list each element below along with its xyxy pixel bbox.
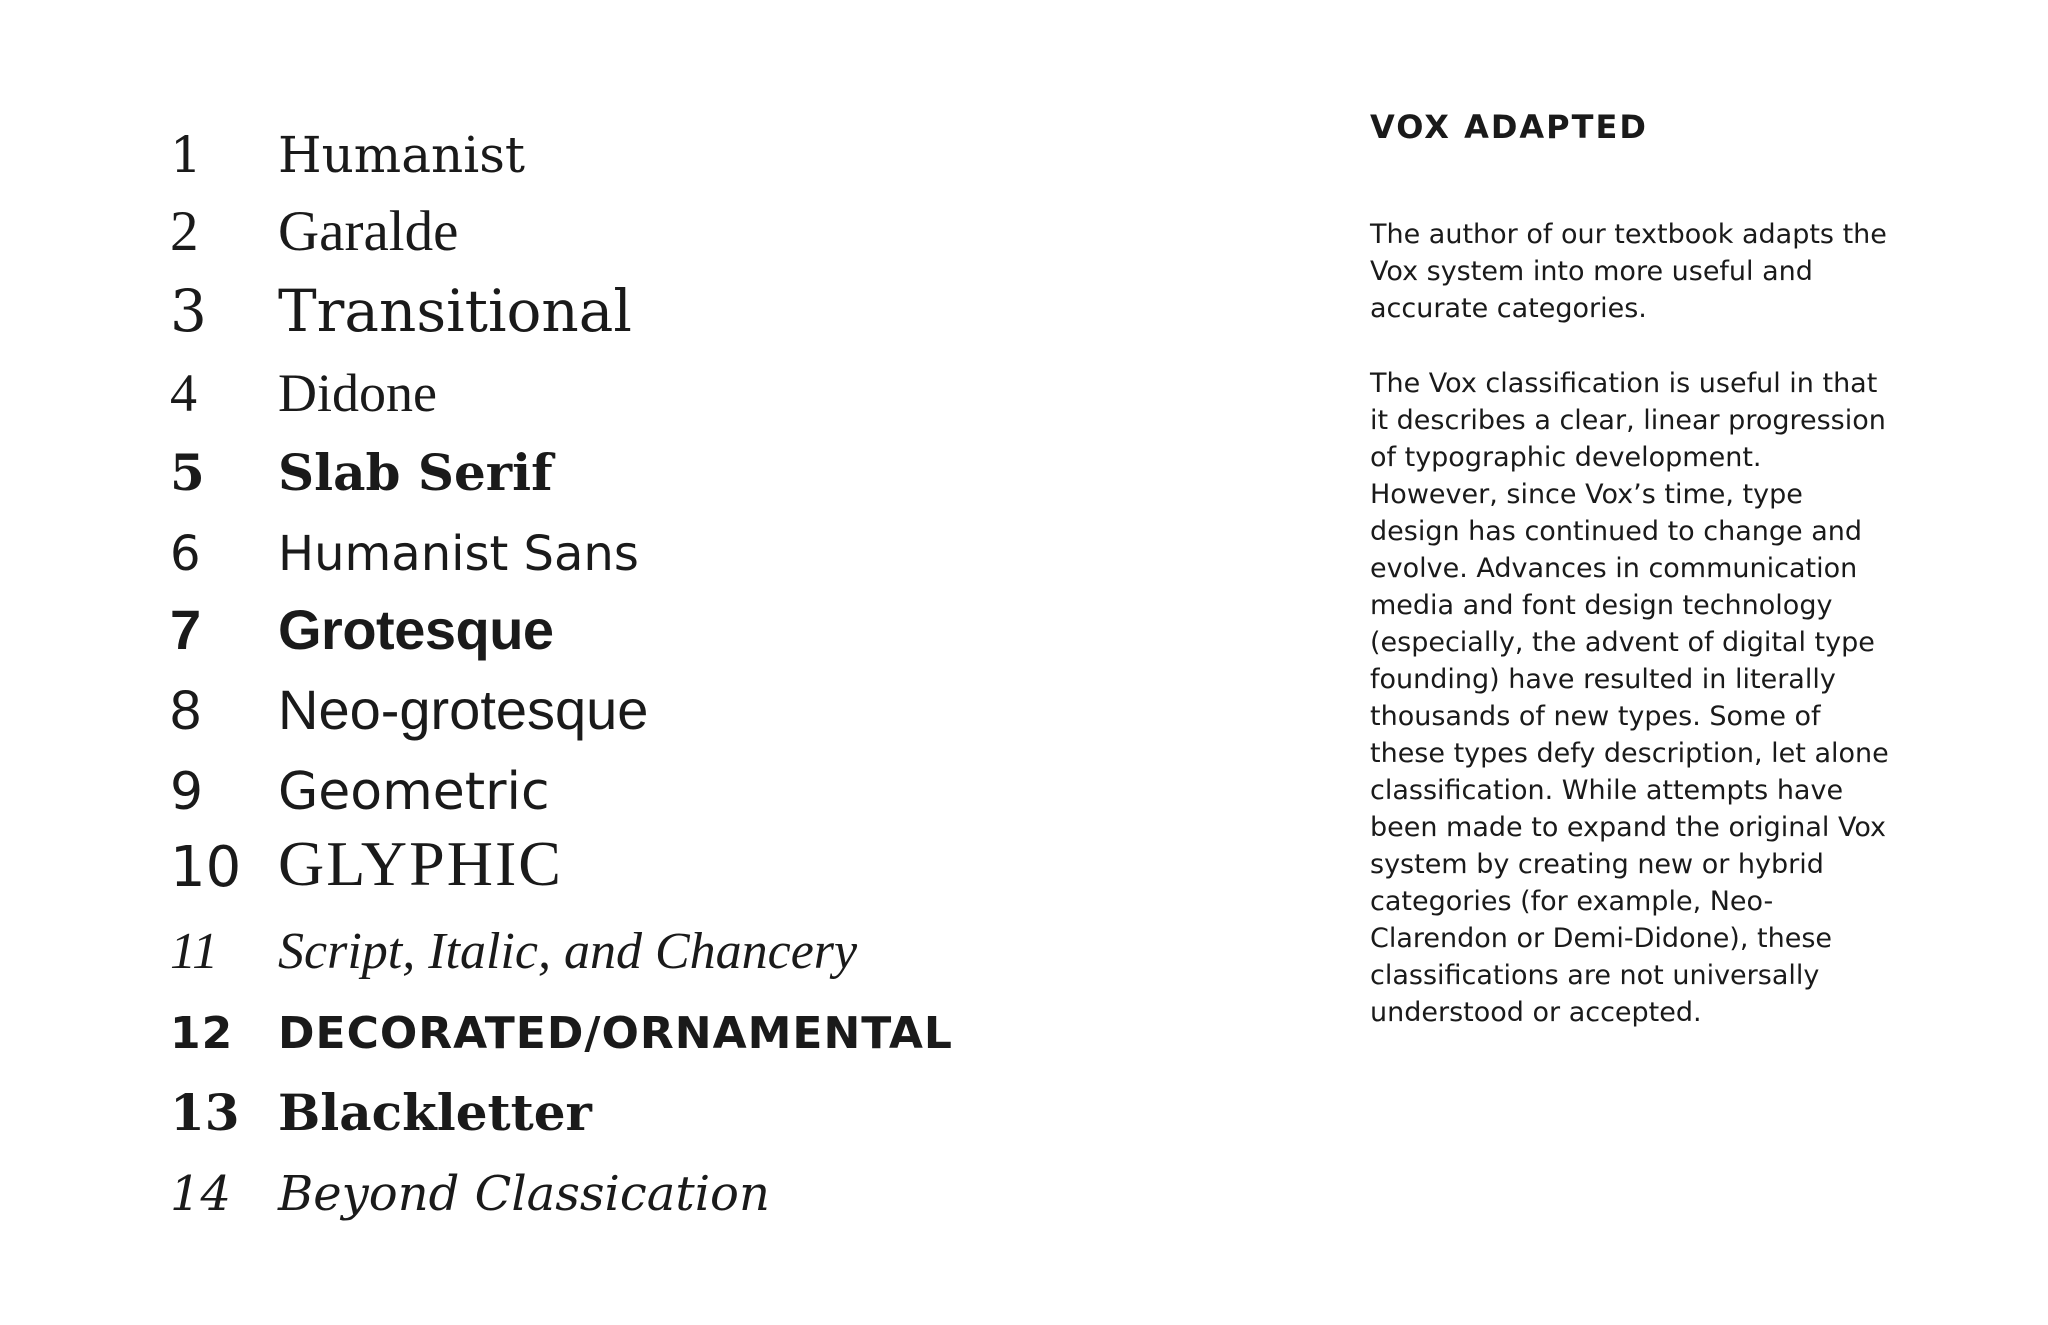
- list-item-neo-grotesque: [170, 658, 1290, 741]
- item-name: GLYPHIC: [278, 828, 563, 899]
- list-item-transitional: [170, 260, 1290, 345]
- list-item-blackletter: [170, 1058, 1290, 1142]
- item-number: 6: [170, 526, 201, 582]
- sidebar: [1370, 108, 1890, 1031]
- item-name: Transitional: [278, 277, 632, 345]
- list-item-script: [170, 898, 1290, 978]
- list-item-grotesque: [170, 578, 1290, 661]
- list-item-glyphic: [170, 816, 1290, 900]
- item-number: 4: [170, 363, 197, 423]
- list-item-humanist: [170, 100, 1290, 184]
- list-item-didone: [170, 340, 1290, 423]
- sidebar-paragraph: The Vox classification is useful in that it describes a clear, linear progression of typographic development. However, since Vox’s time, type design has continued to change and evolve. Advances in communication media and font design technology (especially, the advent of digital type founding) have resulted in literally thousands of new types. Some of these types defy description, let alone classification. While attempts have been made to expand the original Vox system by creating new or hybrid categories (for example, Neo-Clarendon or Demi-Didone), these classifications are not universally understood or accepted.: [1370, 368, 1889, 1029]
- item-name: Neo-grotesque: [278, 678, 649, 741]
- item-name: Humanist: [278, 126, 525, 184]
- list-item-decorated: [170, 976, 1290, 1059]
- sidebar-title: VOX ADAPTED: [1370, 108, 1648, 146]
- item-name: Slab Serif: [278, 443, 553, 502]
- list-item-beyond-classification: [170, 1138, 1290, 1222]
- list-item-garalde: [170, 180, 1290, 263]
- item-number: 7: [170, 598, 201, 661]
- item-name: Garalde: [278, 200, 459, 263]
- item-name: Didone: [278, 363, 437, 423]
- list-item-slab-serif: [170, 418, 1290, 502]
- item-number: 1: [170, 126, 202, 184]
- item-number: 11: [170, 923, 219, 980]
- item-number: 9: [170, 762, 204, 822]
- item-name: DECORATED/ORNAMENTAL: [278, 1008, 953, 1059]
- item-number: 8: [170, 678, 202, 741]
- item-number: 3: [170, 277, 207, 345]
- item-number: 13: [170, 1083, 240, 1142]
- item-name: Blackletter: [278, 1083, 592, 1142]
- item-name: Grotesque: [278, 598, 554, 661]
- item-number: 2: [170, 200, 199, 263]
- item-number: 14: [170, 1166, 232, 1222]
- item-name: Geometric: [278, 762, 550, 822]
- sidebar-paragraph: The author of our textbook adapts the Vox system into more useful and accurate categories.: [1370, 219, 1887, 325]
- item-name: Script, Italic, and Chancery: [278, 923, 858, 980]
- item-number: 12: [170, 1008, 234, 1059]
- list-item-humanist-sans: [170, 498, 1290, 582]
- item-name: Beyond Classication: [278, 1166, 770, 1222]
- item-name: Humanist Sans: [278, 526, 639, 582]
- item-number: 10: [170, 835, 242, 900]
- item-number: 5: [170, 443, 205, 502]
- list-item-geometric: [170, 738, 1290, 822]
